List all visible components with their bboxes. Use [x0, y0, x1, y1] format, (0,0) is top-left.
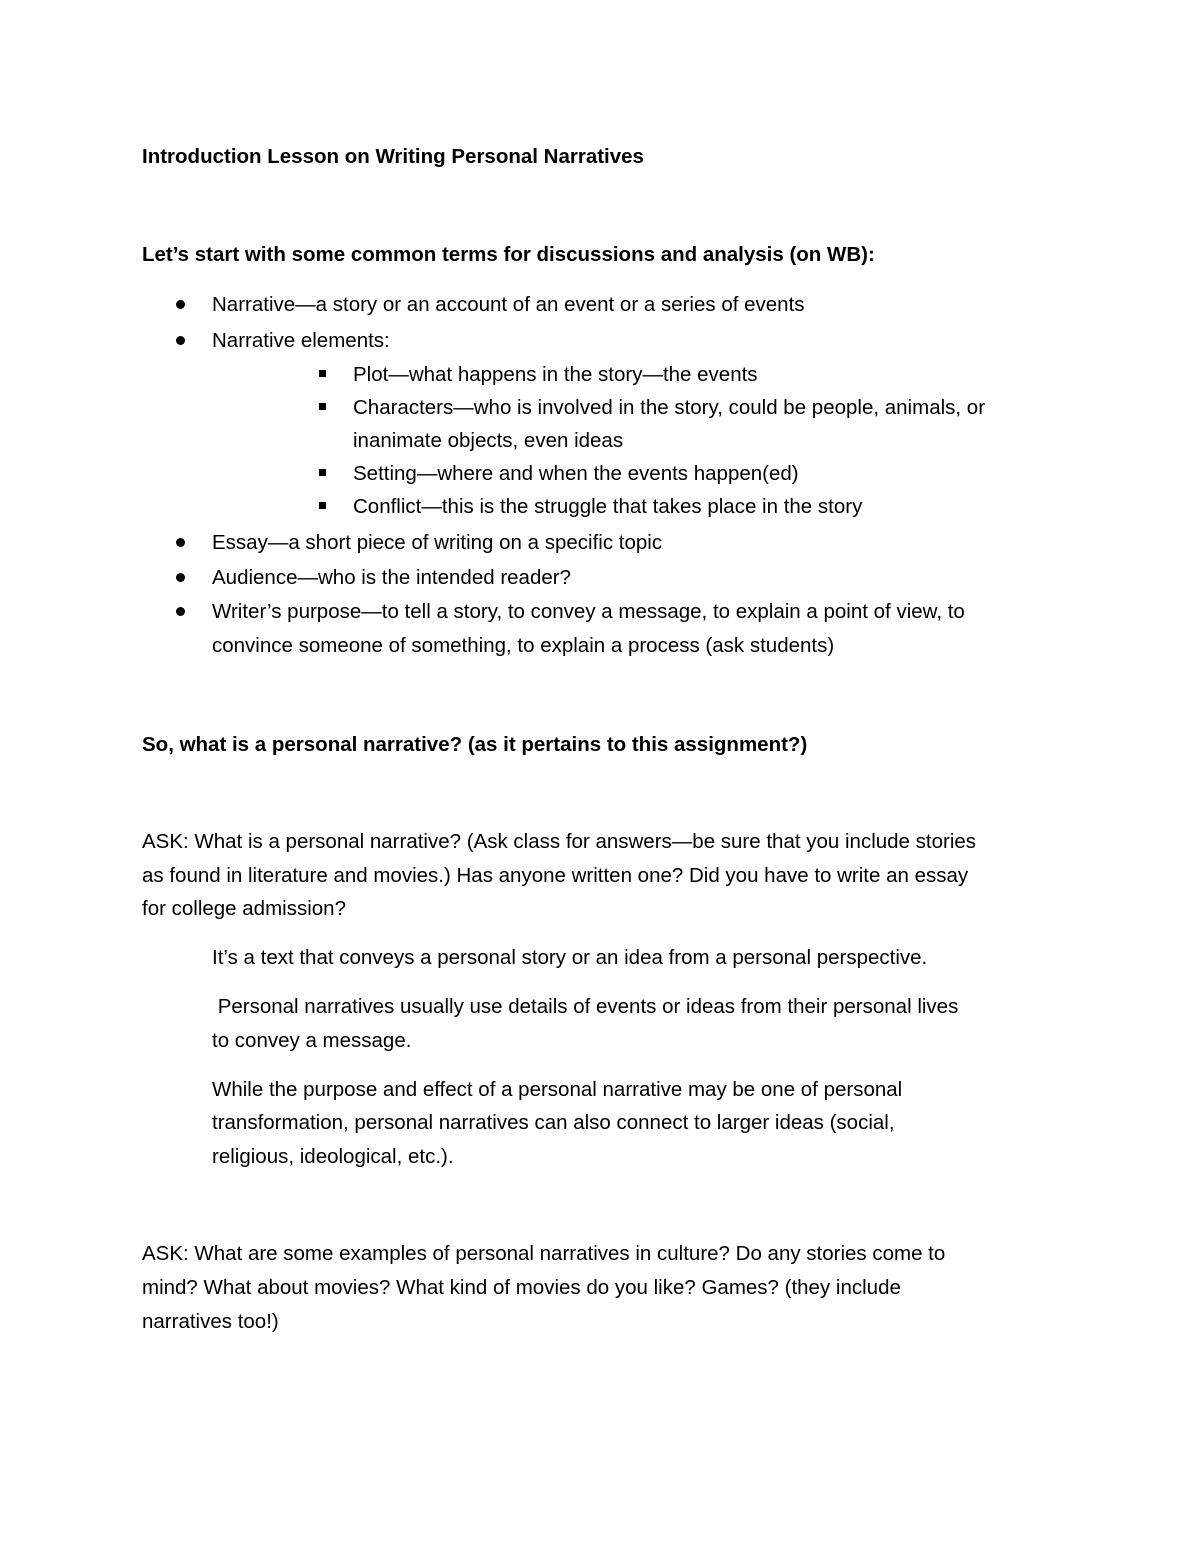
- square-bullet-icon: [319, 502, 326, 509]
- element-characters-line2: inanimate objects, even ideas: [353, 429, 624, 452]
- element-characters-line1: Characters—who is involved in the story, could be people, animals, or: [353, 396, 986, 419]
- answer-1: It’s a text that conveys a personal story or an idea from a personal perspective.: [212, 946, 928, 969]
- bullet-icon: [176, 607, 185, 616]
- element-setting: Setting—where and when the events happen(ed): [353, 462, 799, 485]
- ask2-line3: narratives too!): [142, 1310, 279, 1333]
- bullet-icon: [176, 336, 185, 345]
- answer-2-line2: to convey a message.: [212, 1029, 412, 1052]
- definition-heading: So, what is a personal narrative? (as it pertains to this assignment?): [142, 733, 808, 756]
- square-bullet-icon: [319, 469, 326, 476]
- term-audience: Audience—who is the intended reader?: [212, 566, 571, 589]
- terms-heading: Let’s start with some common terms for discussions and analysis (on WB):: [142, 243, 875, 266]
- ask2-line1: ASK: What are some examples of personal narratives in culture? Do any stories come to: [142, 1242, 946, 1265]
- bullet-icon: [176, 573, 185, 582]
- ask2-line2: mind? What about movies? What kind of movies do you like? Games? (they include: [142, 1276, 901, 1299]
- square-bullet-icon: [319, 370, 326, 377]
- ask1-line3: for college admission?: [142, 897, 346, 920]
- ask1-line1: ASK: What is a personal narrative? (Ask class for answers—be sure that you include stories: [142, 830, 977, 853]
- answer-3-line3: religious, ideological, etc.).: [212, 1145, 454, 1168]
- answer-2-line1: Personal narratives usually use details of events or ideas from their personal lives: [212, 995, 959, 1018]
- term-purpose-line2: convince someone of something, to explain a process (ask students): [212, 634, 835, 657]
- bullet-icon: [176, 300, 185, 309]
- document-title: Introduction Lesson on Writing Personal Narratives: [142, 145, 644, 168]
- term-purpose-line1: Writer’s purpose—to tell a story, to convey a message, to explain a point of view, to: [212, 600, 965, 623]
- element-plot: Plot—what happens in the story—the events: [353, 363, 758, 386]
- answer-3-line1: While the purpose and effect of a personal narrative may be one of personal: [212, 1078, 903, 1101]
- element-conflict: Conflict—this is the struggle that takes place in the story: [353, 495, 863, 518]
- term-elements-label: Narrative elements:: [212, 329, 390, 352]
- square-bullet-icon: [319, 403, 326, 410]
- ask1-line2: as found in literature and movies.) Has anyone written one? Did you have to write an essay: [142, 864, 969, 887]
- term-essay: Essay—a short piece of writing on a specific topic: [212, 531, 663, 554]
- bullet-icon: [176, 538, 185, 547]
- term-narrative: Narrative—a story or an account of an event or a series of events: [212, 293, 805, 316]
- answer-3-line2: transformation, personal narratives can also connect to larger ideas (social,: [212, 1111, 895, 1134]
